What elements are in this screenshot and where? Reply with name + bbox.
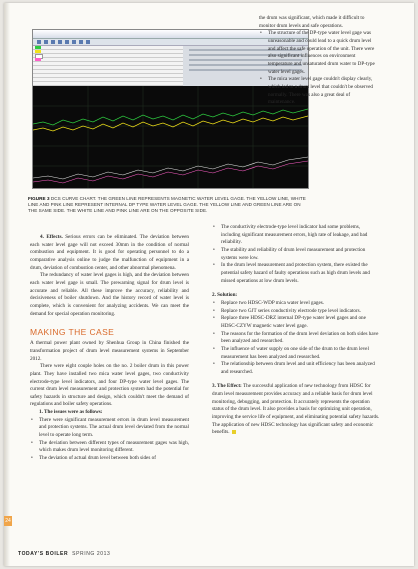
effects-label: 4. Effects. [40, 234, 63, 240]
solution-item: • Replace three HDSC-DRZ internal DP-type water level gages and one HDSC-CZYW magnetic water level gage. [212, 315, 380, 330]
case-paragraph-1: A thermal power plant owned by Shenhua Group in China finished the transformation project of drum level measurement systems in September 2012. [30, 340, 189, 362]
solution-item: • The relationship between drum level and unit efficiency has been analyzed and researched. [212, 361, 380, 376]
magazine-issue: SPRING 2013 [72, 551, 111, 557]
solution-item: • The influence of water supply on one side of the drum to the drum level measurement has been analyzed and researched. [212, 346, 380, 361]
page-spine [4, 3, 10, 566]
left-column [30, 234, 189, 463]
issue-item: • There were significant measurement errors in drum level measurement and protection systems. The actual drum level deviated from the normal level to operate long term. [30, 417, 189, 440]
solution-heading: 2. Solution: [212, 292, 238, 299]
figure-data-table [33, 46, 183, 86]
case-paragraph-2: There were eight couple holes on the no. 2 boiler drum in this power plant. They have installed two mica water level gages, two conductivity electrode-type level indicators, and four DP-type water level gages. The current drum level measurement and protection system had the potential for safety hazards in structure and design, which couldn't meet the demand of regulations and boiler safety operations. [30, 363, 189, 408]
right-top-bullet-1: • The structure of the DP-type water level gage was unreasonable and could lead to a quick drum level and affect the safe operation of the unit. There were also significant influences on environment temperature and unsaturated drum water to DP-type water level gages. [259, 30, 377, 76]
solution-item: • Replace two GJT series conductivity electrode type level indicators. [212, 308, 380, 316]
right-top-para-1: the drum was significant, which made it difficult to monitor drum levels and safe operations. [259, 15, 365, 29]
solution-item: • The reasons for the formation of the drum level deviation on both sides have been analyzed and researched. [212, 331, 380, 346]
effect-paragraph [212, 383, 380, 437]
right-top-bullet-2: • The mica water level gage couldn't display clearly, which led to a drum level that couldn't be observed normally. There was also a great deal of maintenance. [259, 76, 377, 107]
effect-label: 3. The Effect: [212, 383, 242, 390]
magazine-name: TODAY'S BOILER [18, 551, 69, 557]
section-heading: MAKING THE CASE [30, 327, 115, 338]
figure-caption-text: DCS CURVE CHART. THE GREEN LINE REPRESENTS MAGNETIC WATER LEVEL GAGE. THE YELLOW LINE, WHITE LINE AND PINK LINE REPRESENT INTERNAL DP TYPE WATER LEVEL GAGE. THE YELLOW LINE AND GREEN LINE ARE ON THE SAME SIDE. THE WHITE LINE AND PINK LINE ARE ON THE OPPOSITE SIDE. [28, 196, 306, 213]
right-column [212, 224, 380, 437]
effect-text: The successful application of new technology from HDSC for drum level measurement provides accuracy and a reliable basis for drum level monitoring, debugging, and protection. It accurately represents the operation status of the drum level. It also provides a basis for optimizing unit operation, improving the service life of equipment, and eliminating potential safety hazards. The application of new HDSC technology has significant safety and economic benefits. [212, 383, 380, 436]
issue-bullet-stability: • The stability and reliability of drum level measurement and protection systems were low. [212, 247, 380, 262]
magazine-page [4, 3, 414, 566]
solution-item: • Replace two HDSC-WDP mica water level gages. [212, 300, 380, 308]
right-column-top [259, 15, 377, 107]
issue-item: • The deviation of actual drum level between both sides of [30, 455, 189, 463]
issue-bullet-conductivity: • The conductivity electrode-type level indicator had some problems, including significant measurement errors, high rate of leakage, and bad reliability. [212, 224, 380, 247]
figure-caption [28, 196, 310, 214]
issue-bullet-safety: • In the drum level measurement and protection system, there existed the potential safety hazard of faulty operations such as high drum levels and missed operations at low drum levels. [212, 262, 380, 285]
figure-caption-label: FIGURE 3 [28, 196, 50, 201]
issue-item: • The deviation between different types of measurement gages was high, which makes drum level monitoring different. [30, 440, 189, 455]
effects-text: Serious errors can be eliminated. The deviation between each water level gage will not exceed 30mm in the condition of normal combustion and equipment. It is good for operating personnel to do a comparative analysis online to judge the malfunction of equipment in a drum, deviation of combustion center, and other abnormal phenomena. [30, 234, 189, 271]
page-footer [18, 551, 110, 557]
effects-paragraph-2: The redundancy of water level gages is high, and the deviation between each water level gage is small. The prewarning signal for drum level is accurate and reliable. All these improve the accuracy, reliability and decisiveness of boiler shutdown. And the history record of water level is complete, which is convenient for analyzing accidents. We can meet the demand for special operation monitoring. [30, 272, 189, 317]
end-mark-icon [232, 430, 236, 434]
issues-heading: 1. The issues were as follows: [39, 409, 103, 416]
effects-paragraph [30, 234, 189, 272]
page-number-tab: 24 [5, 518, 11, 524]
